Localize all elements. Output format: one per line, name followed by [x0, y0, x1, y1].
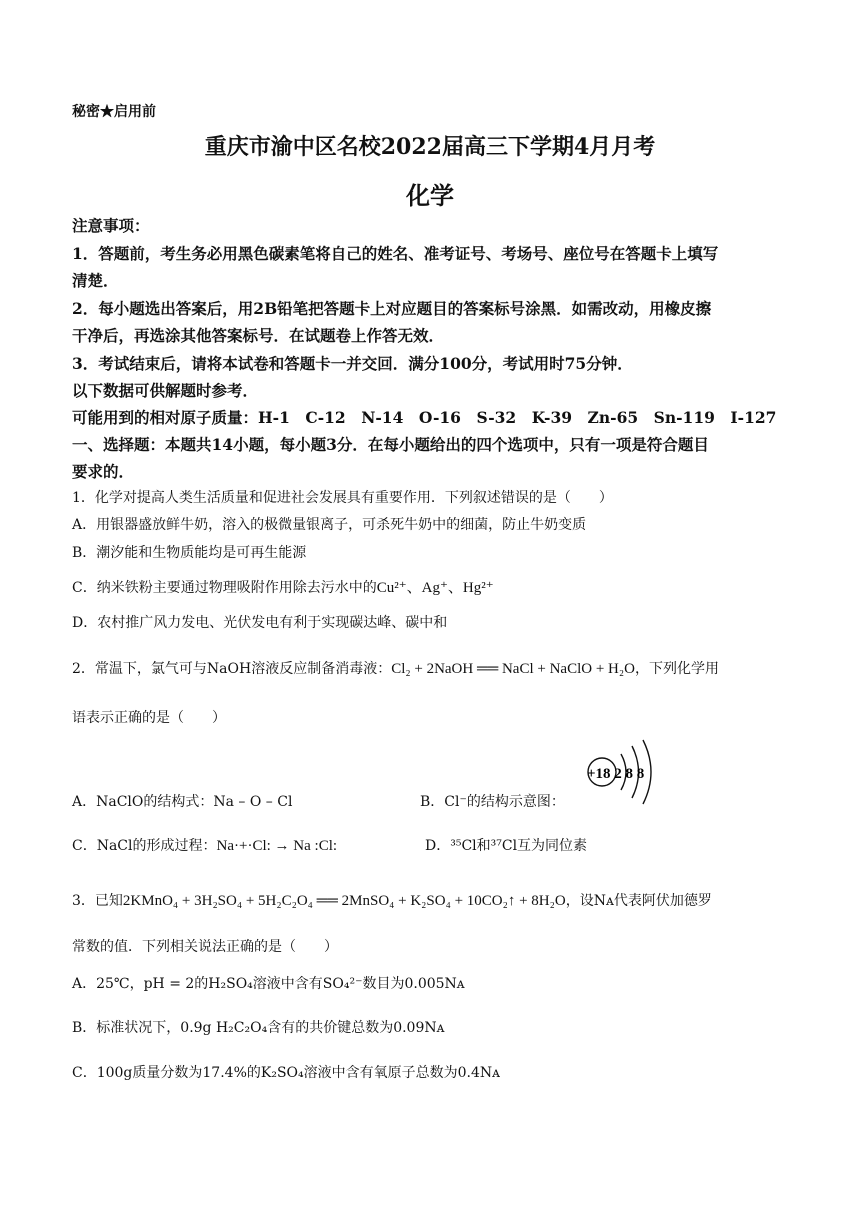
diagram-label: +18 2 8 8: [587, 766, 645, 782]
q3-equation: 2KMnO₄ + 3H₂SO₄ + 5H₂C₂O₄ ══ 2MnSO₄ + K₂SO₄ + 10CO₂↑ + 8H₂O: [122, 893, 566, 909]
q3-option-a: A．25℃，pH = 2的H₂SO₄溶液中含有SO₄²⁻数目为0.005Nᴀ: [72, 976, 465, 992]
note-2b: 干净后，再选涂其他答案标号．在试题卷上作答无效．: [72, 326, 445, 345]
note-2a: 2．每小题选出答案后，用2B铅笔把答题卡上对应题目的答案标号涂黑．如需改动，用橡皮擦: [72, 299, 712, 318]
q2-option-a: A．NaClO的结构式：Na – O – Cl: [72, 794, 293, 810]
q1-option-c-text: C．纳米铁粉主要通过物理吸附作用除去污水中的: [72, 580, 377, 596]
note-1a: 1．答题前，考生务必用黑色碳素笔将自己的姓名、准考证号、考场号、座位号在答题卡上填写: [72, 244, 719, 263]
section-1-heading-cont: 要求的．: [72, 462, 135, 481]
note-4: 以下数据可供解题时参考．: [72, 381, 259, 400]
q1-option-a: A．用银器盛放鲜牛奶，溶入的极微量银离子，可杀死牛奶中的细菌，防止牛奶变质: [72, 517, 587, 533]
q2-option-c-formula: Na·+·Cl: → Na :Cl:: [216, 838, 338, 854]
q1-option-c: [72, 576, 494, 597]
q3-option-b: B．标准状况下，0.9g H₂C₂O₄含有的共价键总数为0.09Nᴀ: [72, 1020, 445, 1036]
q1-option-c-ions: Cu²⁺、Ag⁺、Hg²⁺: [376, 580, 494, 596]
q2-equation: Cl₂ + 2NaOH ══ NaCl + NaClO + H₂O: [391, 661, 635, 677]
exam-subject: 化学: [406, 181, 454, 210]
notes-heading: 注意事项：: [72, 216, 150, 235]
section-1-heading: 一、选择题：本题共14小题，每小题3分．在每小题给出的四个选项中，只有一项是符合题目: [72, 435, 709, 454]
q2-stem-line2: 语表示正确的是（ ）: [72, 710, 226, 726]
q2-option-b: B．Cl⁻的结构示意图：: [420, 794, 565, 810]
q3-stem-suffix: ，设Nᴀ代表阿伏加德罗: [565, 893, 712, 909]
atomic-masses: 可能用到的相对原子质量：H-1 C-12 N-14 O-16 S-32 K-39 Zn-65 Sn-119 I-127: [72, 408, 777, 427]
q3-option-c: C．100g质量分数为17.4%的K₂SO₄溶液中含有氧原子总数为0.4Nᴀ: [72, 1065, 501, 1081]
q2-stem: [72, 658, 719, 678]
q2-option-c-text: C．NaCl的形成过程：: [72, 838, 217, 854]
note-3: 3．考试结束后，请将本试卷和答题卡一并交回．满分100分，考试用时75分钟．: [72, 354, 633, 373]
chloride-ion-structure-diagram: [585, 738, 665, 806]
q2-stem-text: 2．常温下，氯气可与NaOH溶液反应制备消毒液：: [72, 661, 392, 677]
secret-label: 秘密★启用前: [72, 104, 156, 120]
q2-option-d: D．³⁵Cl和³⁷Cl互为同位素: [425, 838, 588, 854]
q3-stem-text: 3．已知: [72, 893, 123, 909]
exam-title: 重庆市渝中区名校2022届高三下学期4月月考: [204, 134, 656, 160]
q1-option-b: B．潮汐能和生物质能均是可再生能源: [72, 545, 307, 561]
q1-option-d: D．农村推广风力发电、光伏发电有利于实现碳达峰、碳中和: [72, 615, 448, 631]
q2-stem-suffix: ，下列化学用: [634, 661, 719, 677]
q2-option-c: [72, 835, 337, 855]
note-1b: 清楚．: [72, 271, 119, 290]
q3-stem-line2: 常数的值．下列相关说法正确的是（ ）: [72, 939, 338, 955]
q1-stem: 1．化学对提高人类生活质量和促进社会发展具有重要作用．下列叙述错误的是（ ）: [72, 490, 613, 506]
q3-stem: [72, 890, 712, 910]
